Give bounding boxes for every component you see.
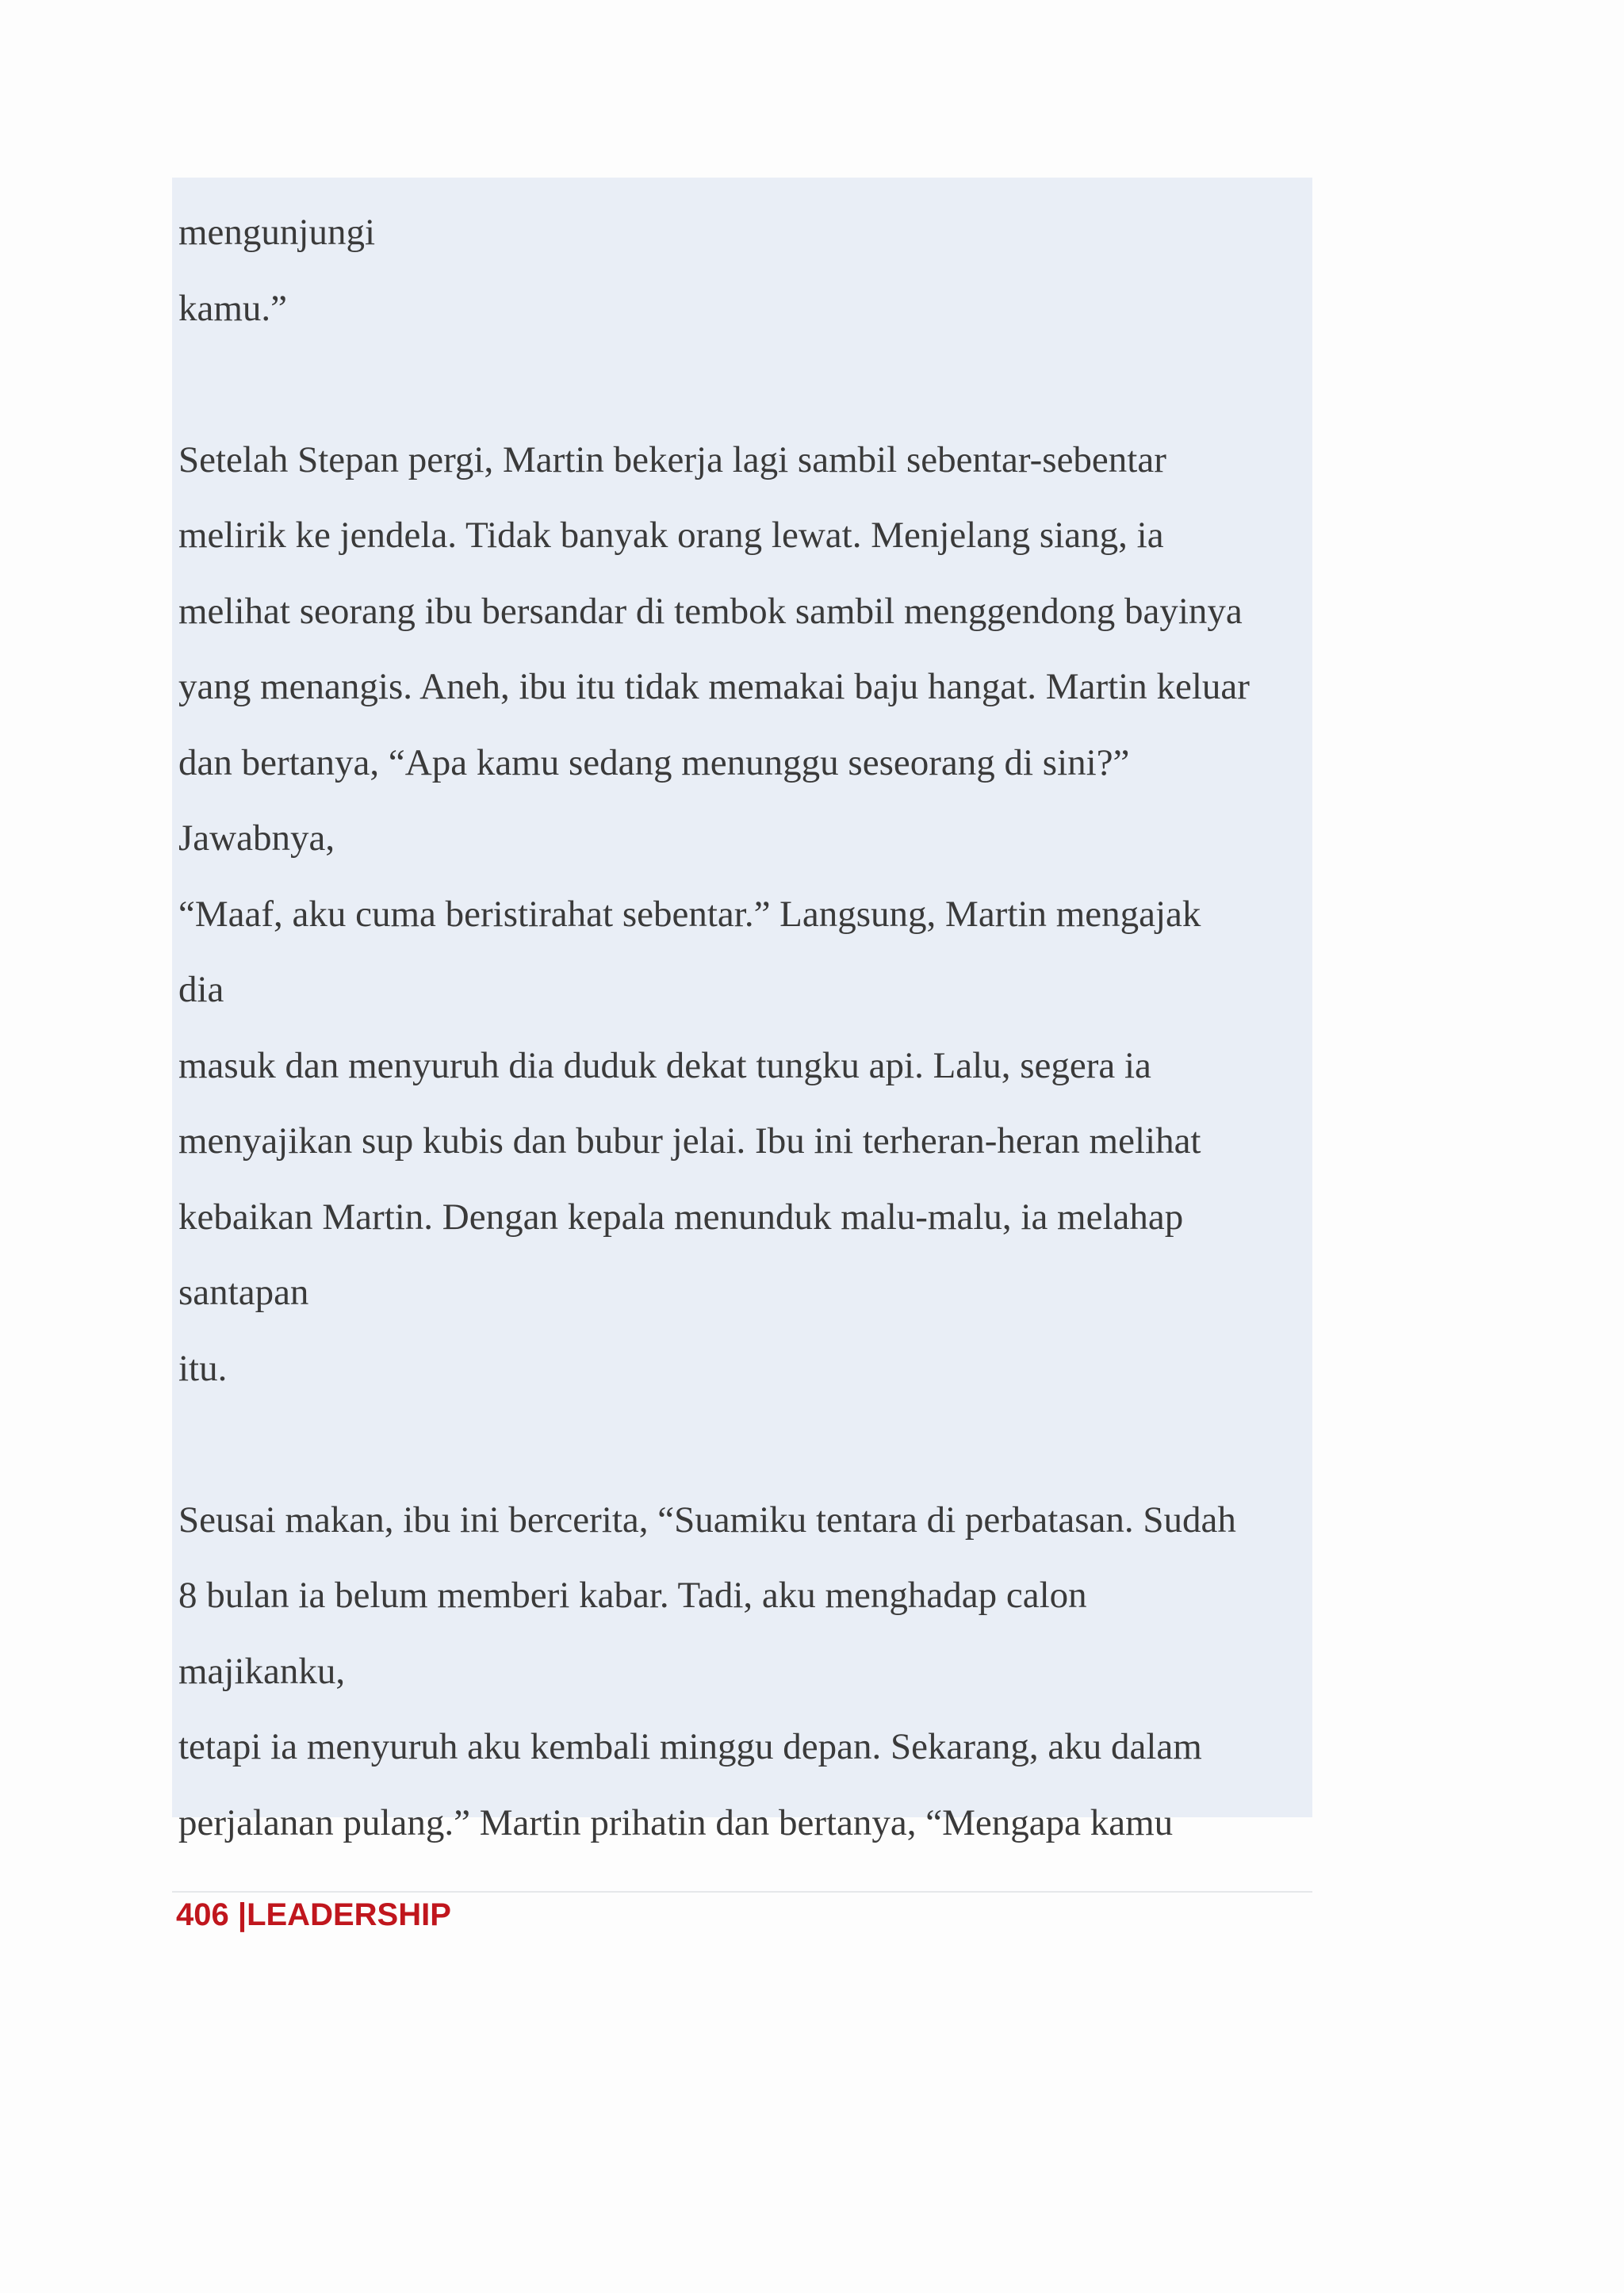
blank-line [178, 346, 1312, 423]
body-line: kebaikan Martin. Dengan kepala menunduk malu-malu, ia melahap [178, 1196, 1184, 1238]
body-line: dia [178, 969, 224, 1010]
body-line: dan bertanya, “Apa kamu sedang menunggu seseorang di sini?” [178, 741, 1130, 783]
body-line: santapan [178, 1272, 309, 1313]
body-line: itu. [178, 1347, 228, 1389]
book-title: LEADERSHIP [247, 1897, 451, 1932]
body-line: majikanku, [178, 1650, 346, 1692]
footer-divider [172, 1891, 1312, 1893]
body-line: Seusai makan, ibu ini bercerita, “Suamiku tentara di perbatasan. Sudah [178, 1499, 1236, 1541]
body-line: yang menangis. Aneh, ibu itu tidak memakai baju hangat. Martin keluar [178, 666, 1250, 707]
body-line: menyajikan sup kubis dan bubur jelai. Ibu ini terheran-heran melihat [178, 1120, 1201, 1162]
body-line: perjalanan pulang.” Martin prihatin dan bertanya, “Mengapa kamu [178, 1801, 1174, 1843]
body-line: Setelah Stepan pergi, Martin bekerja lagi sambil sebentar-sebentar [178, 438, 1166, 480]
body-line: masuk dan menyuruh dia duduk dekat tungku api. Lalu, segera ia [178, 1044, 1151, 1086]
body-line: tetapi ia menyuruh aku kembali minggu depan. Sekarang, aku dalam [178, 1726, 1202, 1767]
text-block [172, 178, 1312, 1843]
body-line: melihat seorang ibu bersandar di tembok sambil menggendong bayinya [178, 590, 1243, 632]
blank-line [178, 1407, 1312, 1483]
page-number: 406 [176, 1897, 229, 1932]
body-line: melirik ke jendela. Tidak banyak orang lewat. Menjelang siang, ia [178, 515, 1164, 556]
body-line: kamu.” [178, 287, 288, 329]
footer-separator: | [228, 1897, 247, 1932]
page-footer [176, 1897, 451, 1933]
body-line: “Maaf, aku cuma beristirahat sebentar.” Langsung, Martin mengajak [178, 893, 1201, 935]
body-line: mengunjungi [178, 212, 376, 253]
body-line: Jawabnya, [178, 817, 335, 859]
body-line: 8 bulan ia belum memberi kabar. Tadi, aku menghadap calon [178, 1575, 1087, 1616]
